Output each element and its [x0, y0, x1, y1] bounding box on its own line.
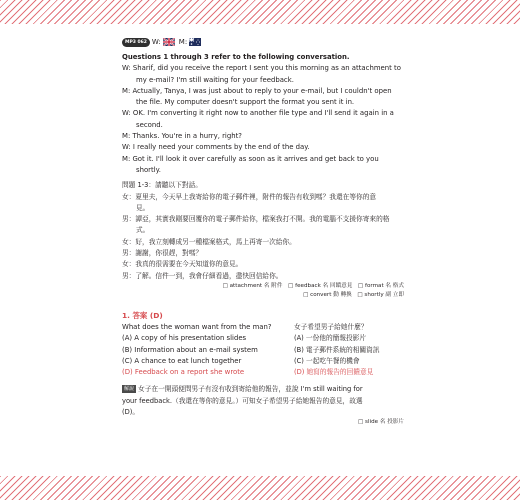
turn-line: M: Got it. I'll look it over carefully as soon as it arrives and get back to you [122, 154, 379, 163]
option-a-zh: (A) 一份他的簡報投影片 [294, 334, 367, 343]
translation-line: 男：譚亞，其實我剛要回覆你的電子郵件給你，檔案我打不開。我的電腦不支援你寄來的格 [122, 215, 390, 224]
speaker-m-label: M: [178, 38, 188, 46]
turn-line: W: OK. I'm converting it right now to another file type and I'll send it again in a [122, 109, 394, 118]
translation-line: 女：我真的很需要在今天知道你的意見。 [122, 260, 243, 269]
translation-line: 男：謝謝，你很趕，對嗎？ [122, 249, 203, 258]
speaker-w-label: W: [151, 38, 161, 46]
answer-options [122, 322, 404, 378]
uk-flag-icon [163, 38, 175, 46]
option-c-en: (C) A chance to eat lunch together [122, 356, 242, 365]
option-b-en: (B) Information about an e-mail system [122, 345, 258, 354]
options-english [122, 322, 294, 378]
vocab-line: □ attachment 名 附件 □ feedback 名 回饋意見 □ format 名 格式 [222, 282, 404, 289]
turn-line: M: Thanks. You're in a hurry, right? [122, 132, 242, 141]
explanation-line: (D)。 [122, 408, 140, 417]
turn-line: M: Actually, Tanya, I was just about to reply to your e-mail, but I couldn't open [122, 86, 392, 95]
vocab-list [122, 282, 404, 300]
question-en: What does the woman want from the man? [122, 322, 272, 331]
option-b-zh: (B) 電子郵件系統的相關資訊 [294, 345, 380, 354]
turn-line: W: I really need your comments by the end of the day. [122, 143, 310, 152]
turn-line: second. [136, 120, 163, 129]
mp3-badge: MP3 062 [122, 38, 150, 47]
option-d-zh-correct: (D) 她寫的報告的回饋意見 [294, 368, 374, 377]
explanation-line: 女子在一開頭便問男子有沒有收到寄給他的報告，並說 I'm still waiting for [138, 385, 363, 394]
explanation-vocab: □ slide 名 投影片 [357, 419, 404, 426]
audio-track-row [122, 36, 404, 48]
australia-flag-icon [189, 38, 201, 46]
turn-line: W: Sharif, did you receive the report I sent you this morning as an attachment to [122, 64, 401, 73]
option-c-zh: (C) 一起吃午餐的機會 [294, 356, 360, 365]
turn-line: my e-mail? I'm still waiting for your feedback. [136, 75, 294, 84]
page-content [122, 36, 404, 427]
translation-line: 女：夏里夫，今天早上我寄給你的電子郵件裡，附件的報告有收到嗎？我還在等你的意 [122, 192, 377, 201]
translation-line: 見。 [136, 203, 150, 212]
chinese-translation [122, 180, 404, 282]
question-zh: 女子希望男子給她什麼？ [294, 322, 368, 331]
vocab-line: □ convert 動 轉換 □ shortly 副 立即 [303, 291, 404, 298]
turn-line: the file. My computer doesn't support the format you sent it in. [136, 98, 355, 107]
translation-title: 問題 1-3：請聽以下對話。 [122, 181, 202, 190]
translation-line: 式。 [136, 226, 150, 235]
conversation-transcript [122, 63, 404, 176]
turn-line: shortly. [136, 165, 161, 174]
top-stripe-border [0, 0, 520, 24]
explanation [122, 384, 404, 427]
option-d-en-correct: (D) Feedback on a report she wrote [122, 368, 245, 377]
bottom-stripe-border [0, 476, 520, 500]
explanation-tag: 解說 [124, 386, 135, 393]
option-a-en: (A) A copy of his presentation slides [122, 334, 247, 343]
options-chinese [294, 322, 404, 378]
answer-heading: 1. 答案 (D) [122, 310, 163, 320]
explanation-line: your feedback.（我還在等你的意見。）可知女子希望男子給她報告的意見，故選 [122, 396, 363, 405]
translation-line: 女：好，我立刻轉成另一種檔案格式，馬上再寄一次給你。 [122, 237, 296, 246]
translation-line: 男：了解。信件一到，我會仔細看過，盡快回信給你。 [122, 271, 283, 280]
question-intro: Questions 1 through 3 refer to the following conversation. [122, 53, 350, 61]
